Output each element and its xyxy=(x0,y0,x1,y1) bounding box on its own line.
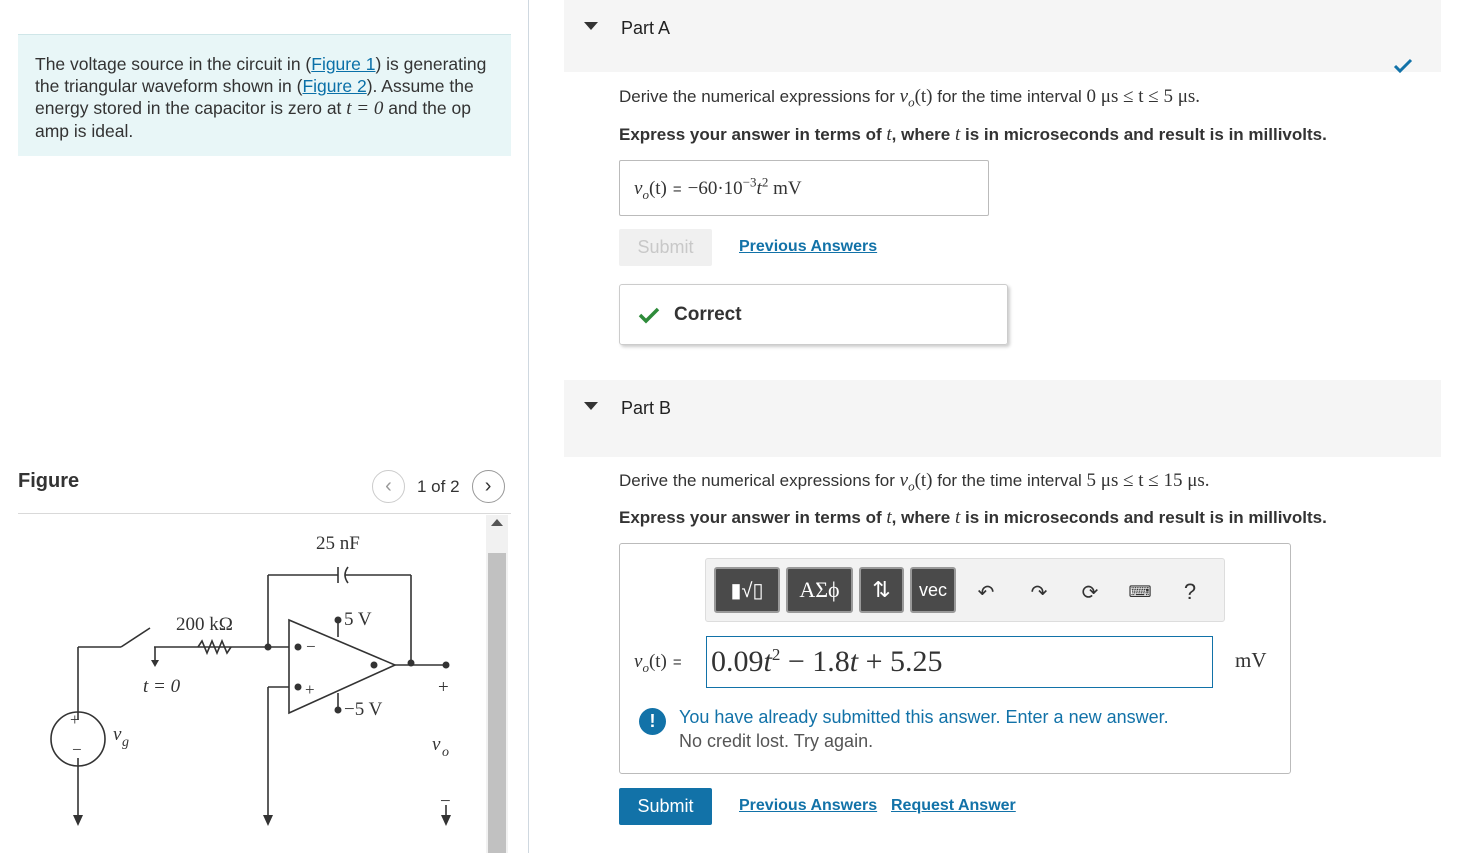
t-equals-zero: t = 0 xyxy=(346,98,384,119)
node-dot xyxy=(443,662,450,669)
problem-text: ). Assume the energy stored in the capacitor is zero at xyxy=(35,76,474,118)
switch-blade xyxy=(121,628,150,647)
prompt-func-arg: (t) xyxy=(914,86,933,107)
answer-eq: = xyxy=(672,181,682,199)
input-lhs-arg: (t) xyxy=(648,651,667,672)
arrows-button[interactable]: ⇅ xyxy=(859,567,904,613)
prompt-func: v xyxy=(899,470,909,491)
node-dot xyxy=(371,662,378,669)
chevron-left-icon: ‹ xyxy=(385,475,392,497)
prompt-func-sub: o xyxy=(908,94,915,110)
answer-exp: −3 xyxy=(742,175,757,190)
feedback-line-2: No credit lost. Try again. xyxy=(679,731,874,751)
figure-label: Figure xyxy=(18,470,80,492)
neg-supply-label: −5 V xyxy=(344,699,383,720)
scroll-up-arrow[interactable] xyxy=(491,519,503,526)
source-label: v xyxy=(113,724,122,745)
input-var: t xyxy=(763,645,772,678)
problem-text: The voltage source in the circuit in ( xyxy=(35,54,312,74)
figure-page-count: 1 of 2 xyxy=(417,476,460,496)
greek-button[interactable]: ΑΣϕ xyxy=(786,567,853,613)
pane-divider[interactable] xyxy=(528,0,529,853)
part-b-answer-box xyxy=(619,543,1291,774)
instruct-var: t xyxy=(886,124,892,145)
part-b-prompt xyxy=(619,470,1210,494)
collapse-caret-icon[interactable] xyxy=(584,402,598,410)
input-label xyxy=(634,651,682,676)
part-a-header[interactable] xyxy=(564,0,1441,72)
node-dot xyxy=(335,617,342,624)
prev-figure-button[interactable] xyxy=(372,470,405,503)
correct-feedback xyxy=(619,284,1008,345)
answer-value: −60·10 xyxy=(687,178,743,200)
input-var: t xyxy=(849,645,859,678)
scroll-thumb[interactable] xyxy=(488,553,506,853)
instruct-var: t xyxy=(886,507,892,528)
problem-text: and the op amp is ideal. xyxy=(35,98,471,141)
prompt-text: for the time interval xyxy=(932,471,1087,490)
part-a-previous-answers-link[interactable]: Previous Answers xyxy=(739,238,878,255)
prompt-text: Derive the numerical expressions for xyxy=(619,471,900,490)
prompt-func: v xyxy=(899,86,909,107)
reset-icon[interactable]: ⟳ xyxy=(1081,581,1099,604)
pos-supply-label: 5 V xyxy=(344,609,372,630)
switch-label: t = 0 xyxy=(143,676,181,697)
part-b-previous-answers-link[interactable]: Previous Answers xyxy=(739,797,878,814)
left-pane xyxy=(0,0,528,853)
instruct-text: Express your answer in terms of xyxy=(619,125,887,144)
input-term: − 1.8 xyxy=(780,645,850,678)
source-minus: − xyxy=(72,740,82,759)
prompt-interval: 0 μs ≤ t ≤ 5 μs. xyxy=(1086,86,1201,107)
ground-arrow xyxy=(441,815,451,826)
chevron-right-icon: › xyxy=(484,475,492,497)
prompt-func-arg: (t) xyxy=(914,470,933,491)
answer-t-exp: 2 xyxy=(761,175,769,190)
answer-lhs: v xyxy=(634,178,643,200)
instruct-var: t xyxy=(954,124,961,145)
node-dot xyxy=(295,684,302,691)
node-dot xyxy=(335,707,342,714)
input-eq: = xyxy=(672,654,682,671)
part-b-submit-button[interactable]: Submit xyxy=(619,788,712,825)
instruct-text: Express your answer in terms of xyxy=(619,508,887,527)
source-plus: + xyxy=(70,710,80,729)
correct-check-icon xyxy=(638,306,660,324)
problem-text: ) is generating the triangular waveform shown in ( xyxy=(35,54,487,96)
input-lhs: v xyxy=(634,651,643,672)
redo-icon[interactable]: ↷ xyxy=(1030,581,1048,604)
math-answer-input[interactable] xyxy=(706,636,1213,688)
figure-1-link[interactable]: Figure 1 xyxy=(311,54,376,74)
figure-2-link[interactable]: Figure 2 xyxy=(302,76,367,96)
correct-text: Correct xyxy=(674,303,742,325)
undo-icon[interactable]: ↶ xyxy=(977,581,995,604)
problem-statement xyxy=(18,34,511,156)
output-minus: − xyxy=(440,791,451,812)
vector-button[interactable]: vec xyxy=(910,567,956,613)
prompt-text: Derive the numerical expressions for xyxy=(619,87,900,106)
figure-divider xyxy=(18,513,511,514)
opamp-minus: − xyxy=(306,637,316,656)
math-toolbar xyxy=(705,558,1225,622)
output-sub: o xyxy=(442,745,449,760)
instruct-var: t xyxy=(954,507,961,528)
exclamation-icon: ! xyxy=(639,708,666,735)
answer-unit: mV xyxy=(773,178,802,200)
circuit-diagram xyxy=(18,515,486,853)
input-exp: 2 xyxy=(771,645,781,664)
input-term: + 5.25 xyxy=(858,645,943,678)
ground-arrow xyxy=(73,815,83,826)
input-lhs-sub: o xyxy=(642,659,649,675)
output-plus: + xyxy=(438,677,449,698)
next-figure-button[interactable] xyxy=(472,470,505,503)
feedback-line-1: You have already submitted this answer. Enter a new answer. xyxy=(679,707,1169,727)
ground-arrow xyxy=(263,815,273,826)
keyboard-icon[interactable]: ⌨ xyxy=(1128,584,1152,601)
templates-button[interactable]: ▮√▯ xyxy=(714,567,780,613)
node-dot xyxy=(408,660,415,667)
capacitor-label: 25 nF xyxy=(316,533,360,554)
part-a-answer-box xyxy=(619,160,989,216)
node-dot xyxy=(295,644,302,651)
prompt-interval: 5 μs ≤ t ≤ 15 μs. xyxy=(1086,470,1210,491)
instruct-text: , where xyxy=(891,125,955,144)
part-a-title: Part A xyxy=(621,18,671,38)
resistor-label: 200 kΩ xyxy=(176,614,233,635)
feedback-message xyxy=(639,705,1169,753)
request-answer-link[interactable]: Request Answer xyxy=(891,797,1016,814)
switch-arrowhead xyxy=(151,660,159,667)
answer-lhs-arg: (t) xyxy=(648,178,667,200)
instruct-text: is in microseconds and result is in millivolts. xyxy=(960,508,1327,527)
part-a-instructions xyxy=(619,124,1327,146)
figure-scrollbar[interactable] xyxy=(486,515,508,853)
part-b-title: Part B xyxy=(621,398,672,418)
instruct-text: is in microseconds and result is in millivolts. xyxy=(960,125,1327,144)
help-button[interactable]: ? xyxy=(1183,579,1197,604)
input-term: 0.09 xyxy=(711,645,764,678)
node-dot xyxy=(265,644,272,651)
prompt-text: for the time interval xyxy=(932,87,1087,106)
unit-label: mV xyxy=(1235,648,1267,672)
collapse-caret-icon[interactable] xyxy=(584,22,598,30)
check-icon xyxy=(1393,58,1413,74)
part-a-answer xyxy=(634,175,802,203)
source-sub: g xyxy=(122,735,129,750)
answer-t: t xyxy=(756,178,762,200)
instruct-text: , where xyxy=(891,508,955,527)
part-b-header[interactable] xyxy=(564,380,1441,457)
opamp-plus: + xyxy=(305,680,315,699)
answer-lhs-sub: o xyxy=(642,187,649,203)
figure-navigation xyxy=(372,470,505,503)
prompt-func-sub: o xyxy=(908,478,915,494)
part-a-submit-button[interactable]: Submit xyxy=(619,229,712,266)
output-label: v xyxy=(432,734,441,755)
part-b-instructions xyxy=(619,507,1327,529)
part-a-prompt xyxy=(619,86,1200,110)
